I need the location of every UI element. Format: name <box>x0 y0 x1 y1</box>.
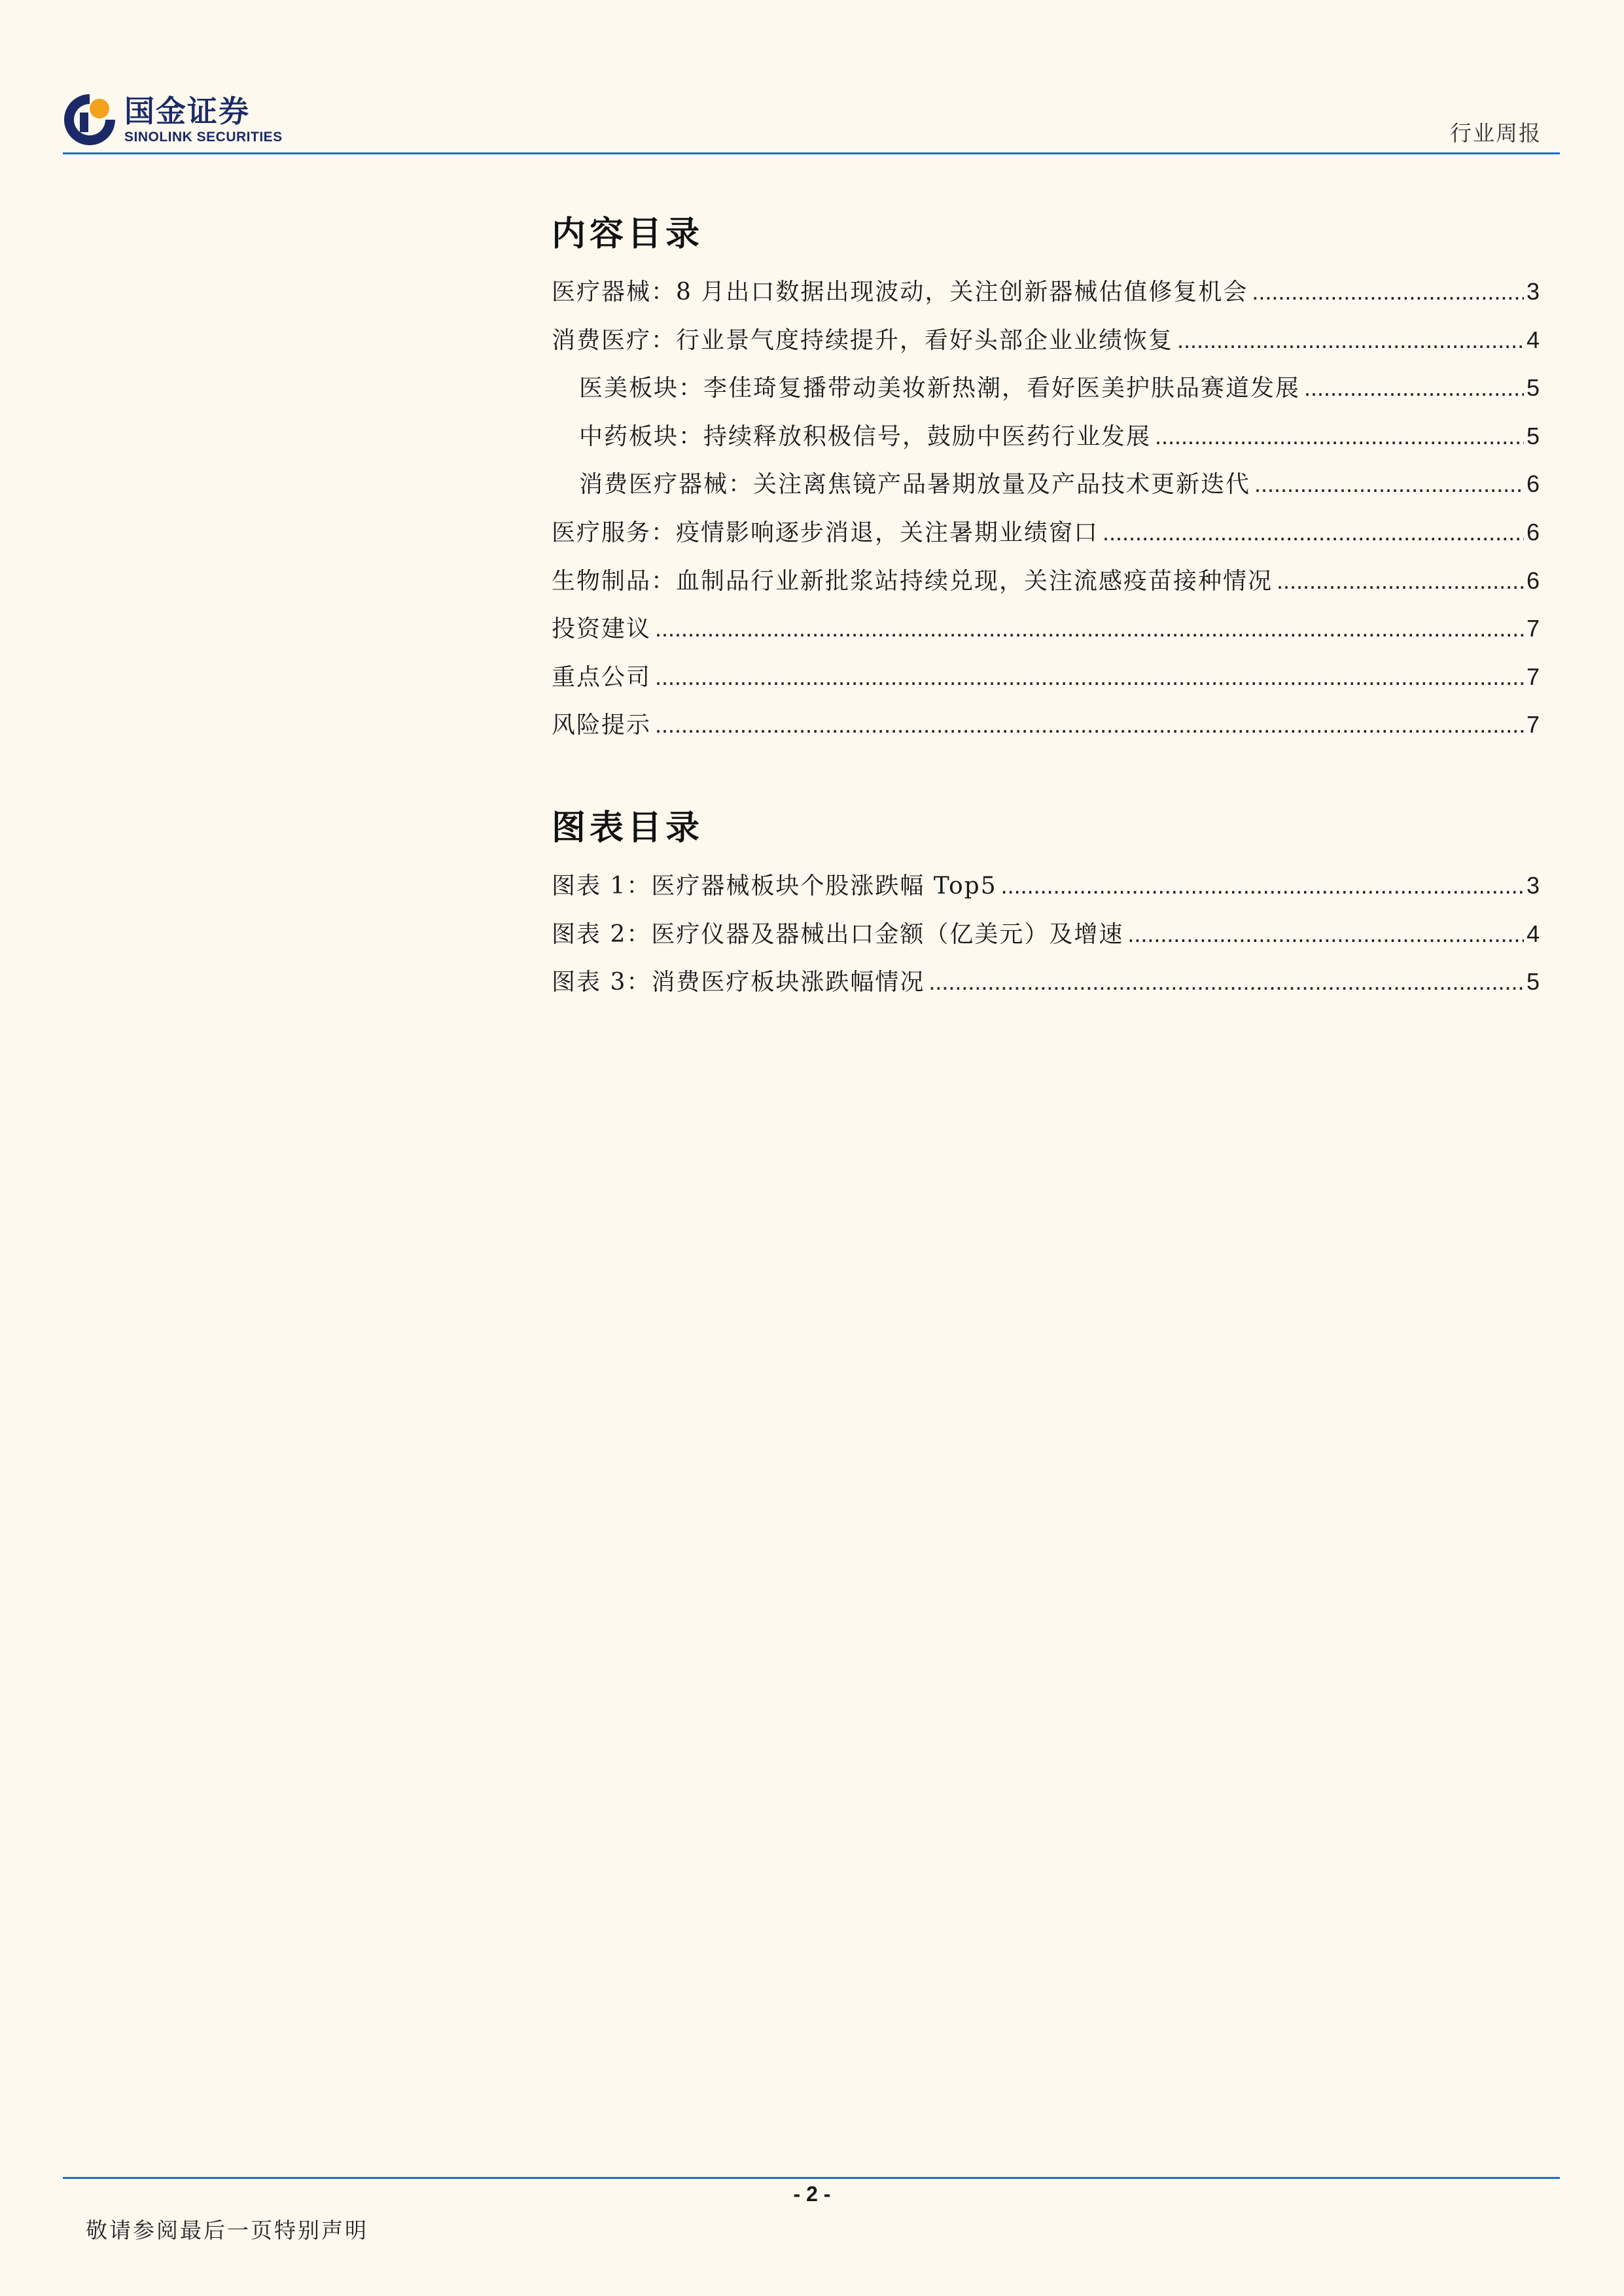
dot-leader <box>1001 872 1524 899</box>
disclaimer-text: 敬请参阅最后一页特别声明 <box>86 2218 368 2243</box>
figure-toc-entry[interactable] <box>552 867 1540 916</box>
figure-toc-entry-page: 4 <box>1526 920 1540 947</box>
toc-entry-title: 中药板块：持续释放积极信号，鼓励中医药行业发展 <box>579 423 1152 450</box>
dot-leader <box>1177 326 1524 354</box>
toc-entry[interactable] <box>552 466 1540 514</box>
dot-leader <box>1304 374 1524 402</box>
toc-entry-page: 6 <box>1526 566 1540 594</box>
toc-entry[interactable] <box>552 610 1540 659</box>
page-number: - 2 - <box>793 2182 831 2206</box>
toc-entry-title: 投资建议 <box>552 616 652 643</box>
toc-entry-page: 4 <box>1526 326 1540 353</box>
toc-entry-title: 风险提示 <box>552 712 652 739</box>
toc-entry-page: 5 <box>1526 374 1540 402</box>
toc-entry-title: 医美板块：李佳琦复播带动美妆新热潮，看好医美护肤品赛道发展 <box>579 375 1301 402</box>
figure-toc-entry[interactable] <box>552 964 1540 1012</box>
dot-leader <box>1252 278 1524 305</box>
toc-entry-page: 7 <box>1526 615 1540 642</box>
header-divider <box>63 152 1560 154</box>
dot-leader <box>655 615 1524 642</box>
toc-entry-page: 5 <box>1526 422 1540 449</box>
toc-entry[interactable] <box>552 563 1540 611</box>
figure-toc-entry[interactable] <box>552 916 1540 964</box>
dot-leader <box>655 711 1524 739</box>
toc-entry-page: 3 <box>1526 278 1540 305</box>
dot-leader <box>1103 519 1524 546</box>
dot-leader <box>1277 567 1524 595</box>
company-logo <box>63 93 297 147</box>
sinolink-logo-icon <box>63 93 116 147</box>
toc-entry-title: 重点公司 <box>552 663 652 691</box>
footer-divider <box>63 2177 1560 2179</box>
toc-entry-title: 生物制品：血制品行业新批浆站持续兑现，关注流感疫苗接种情况 <box>552 567 1273 595</box>
dot-leader <box>1127 920 1524 948</box>
figure-toc-entry-title: 图表 1：医疗器械板块个股涨跌幅 Top5 <box>552 873 997 899</box>
toc-entry[interactable] <box>552 418 1540 466</box>
toc-entry[interactable] <box>552 706 1540 755</box>
toc-entry[interactable] <box>552 514 1540 563</box>
figure-toc-entry-title: 图表 2：医疗仪器及器械出口金额（亿美元）及增速 <box>552 920 1124 948</box>
dot-leader <box>1155 423 1524 450</box>
report-type-label: 行业周报 <box>1450 120 1542 146</box>
dot-leader <box>655 663 1524 691</box>
toc-entry-title: 消费医疗：行业景气度持续提升，看好头部企业业绩恢复 <box>552 326 1174 354</box>
toc-entry[interactable] <box>552 370 1540 418</box>
figure-toc-entry-title: 图表 3：消费医疗板块涨跌幅情况 <box>552 969 925 996</box>
toc-entry-title: 医疗服务：疫情影响逐步消退，关注暑期业绩窗口 <box>552 519 1099 546</box>
toc-entry-page: 6 <box>1526 470 1540 498</box>
contents-list <box>552 273 1540 755</box>
figures-title: 图表目录 <box>552 809 704 848</box>
toc-entry[interactable] <box>552 322 1540 370</box>
toc-entry-page: 7 <box>1526 711 1540 739</box>
logo-chinese-name: 国金证券 <box>124 94 250 129</box>
toc-entry-title: 医疗器械：8 月出口数据出现波动，关注创新器械估值修复机会 <box>552 279 1248 305</box>
toc-entry-title: 消费医疗器械：关注离焦镜产品暑期放量及产品技术更新迭代 <box>579 471 1251 498</box>
toc-entry-page: 6 <box>1526 518 1540 546</box>
toc-entry[interactable] <box>552 659 1540 707</box>
figures-list <box>552 867 1540 1012</box>
contents-title: 内容目录 <box>552 215 704 254</box>
figure-toc-entry-page: 3 <box>1526 872 1540 899</box>
toc-entry[interactable] <box>552 273 1540 322</box>
dot-leader <box>1254 470 1524 498</box>
figure-toc-entry-page: 5 <box>1526 968 1540 996</box>
dot-leader <box>928 968 1524 996</box>
toc-entry-page: 7 <box>1526 663 1540 690</box>
logo-english-name: SINOLINK SECURITIES <box>124 130 283 145</box>
